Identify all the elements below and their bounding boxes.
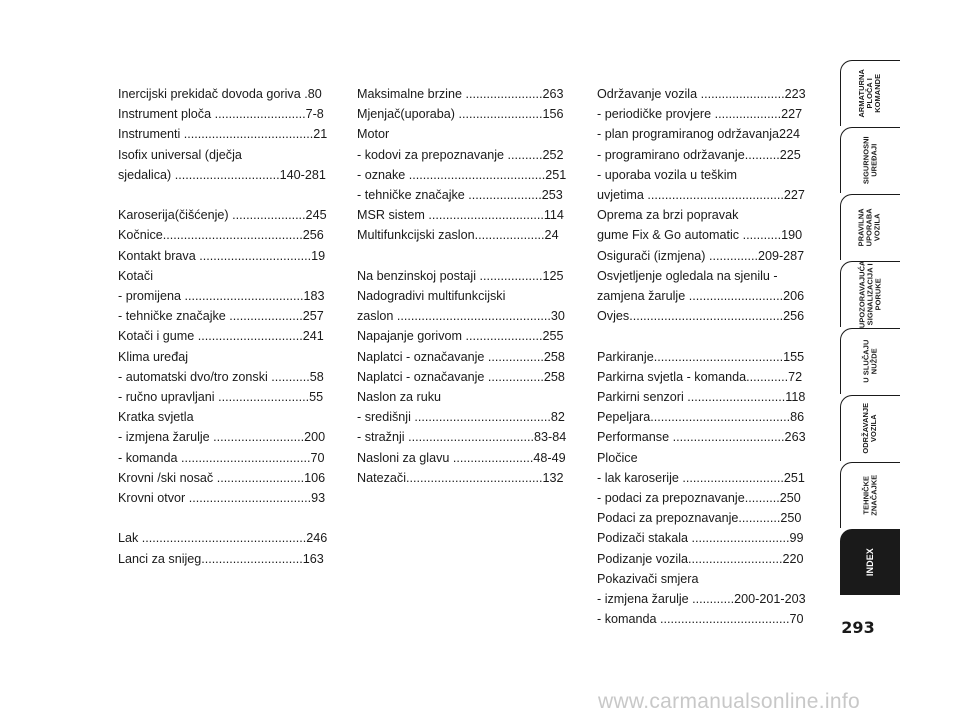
index-entry: - uporaba vozila u teškim [597, 167, 737, 182]
index-entry: - promijena ..................................183 [118, 289, 325, 304]
index-spacer [118, 508, 336, 528]
watermark: www.carmanualsonline.info [598, 690, 860, 713]
index-entry: - podaci za prepoznavanje..........250 [597, 491, 801, 506]
section-tab-label: U SLUČAJU NUŽDE [861, 339, 879, 384]
section-tab[interactable] [840, 328, 900, 394]
section-tab[interactable] [840, 462, 900, 528]
index-entry: Isofix universal (dječja [118, 147, 242, 162]
section-tab-label: UPOZORAVAJUĆA SIGNALIZACIJA I PORUKE [857, 260, 883, 329]
index-entry: - kodovi za prepoznavanje ..........252 [357, 147, 564, 162]
index-entry: - središnji .......................................82 [357, 410, 565, 425]
index-entry: - tehničke značajke .....................257 [118, 309, 324, 324]
index-entry: - lak karoserije .............................251 [597, 470, 805, 485]
index-entry: Na benzinskoj postaji ..................125 [357, 268, 564, 283]
index-entry: - programirano održavanje..........225 [597, 147, 801, 162]
index-entry: Osvjetljenje ogledala na sjenilu - [597, 268, 778, 283]
index-entry: Krovni otvor ...................................93 [118, 491, 326, 506]
index-entry: Oprema za brzi popravak [597, 208, 739, 223]
index-entry: Naplatci - označavanje ................258 [357, 369, 565, 384]
index-entry: Parkirna svjetla - komanda............72 [597, 369, 803, 384]
index-entry: Pokazivači smjera [597, 571, 699, 586]
index-entry: Ovjes............................................256 [597, 309, 805, 324]
section-tab[interactable] [840, 261, 900, 327]
index-entry: Kotači i gume ..............................241 [118, 329, 324, 344]
index-entry: Instrument ploča ..........................7-8 [118, 107, 324, 122]
index-entry: Klima uređaj [118, 349, 188, 364]
section-tab[interactable] [840, 529, 900, 595]
index-entry: - izmjena žarulje ..........................200 [118, 430, 326, 445]
index-entry: - automatski dvo/tro zonski ...........58 [118, 369, 324, 384]
index-entry: Lak ...............................................246 [118, 531, 328, 546]
section-tab-label: ODRŽAVANJE VOZILA [861, 403, 879, 454]
section-tab-rail [840, 60, 900, 655]
index-entry: Podizanje vozila...........................220 [597, 551, 804, 566]
index-entry: Natezači.......................................132 [357, 470, 564, 485]
section-tab-label: PRAVILNA UPORABA VOZILA [857, 208, 883, 247]
index-entry: - periodičke provjere ...................227 [597, 107, 803, 122]
index-entry: Mjenjač(uporaba) ........................156 [357, 107, 564, 122]
index-entry: - ručno upravljani ..........................55 [118, 390, 324, 405]
index-entry: uvjetima .......................................227 [597, 188, 805, 203]
section-tab[interactable] [840, 194, 900, 260]
index-entry: Kočnice........................................256 [118, 228, 324, 243]
index-column-3 [597, 84, 819, 629]
section-tab[interactable] [840, 127, 900, 193]
index-entry: Parkirni senzori ............................118 [597, 390, 806, 405]
index-entry: Naplatci - označavanje ................258 [357, 349, 565, 364]
page-number: 293 [841, 618, 875, 637]
index-spacer [118, 185, 336, 205]
index-entry: MSR sistem .................................114 [357, 208, 564, 223]
index-entry: Motor [357, 127, 390, 142]
index-entry: Podizači stakala ............................99 [597, 531, 804, 546]
index-entry: zaslon ............................................30 [357, 309, 565, 324]
index-entry: sjedalica) ..............................140-281 [118, 167, 326, 182]
index-entry: Instrumenti .....................................21 [118, 127, 328, 142]
section-tab-label: SIGURNOSNI UREĐAJI [861, 136, 879, 185]
index-entry: Održavanje vozila ........................223 [597, 87, 806, 101]
index-entry: Kratka svjetla [118, 410, 194, 425]
index-entry: Pločice [597, 450, 638, 465]
index-entry: Kontakt brava ................................19 [118, 248, 326, 263]
index-entry: Performanse ................................263 [597, 430, 806, 445]
index-entry: Napajanje gorivom ......................255 [357, 329, 564, 344]
section-tab[interactable] [840, 60, 900, 126]
index-entry: Nasloni za glavu .......................48-49 [357, 450, 566, 465]
index-entry: Osigurači (izmjena) ..............209-287 [597, 248, 805, 263]
index-entry: Pepeljara........................................86 [597, 410, 805, 425]
section-tab-label: TEHNIČKE ZNAČAJKE [861, 474, 879, 517]
index-entry: Kotači [118, 268, 154, 283]
index-entry: Karoserija(čišćenje) .....................245 [118, 208, 327, 223]
index-column-2 [357, 84, 577, 488]
index-entry: Lanci za snijeg.............................163 [118, 551, 324, 566]
index-entry: - plan programiranog održavanja224 [597, 127, 801, 142]
index-spacer [597, 326, 819, 346]
index-spacer [357, 246, 577, 266]
index-entry: Krovni /ski nosač .........................106 [118, 470, 326, 485]
section-tab-label: ARMATURNA PLOČA I KOMANDE [857, 69, 883, 118]
index-entry: Maksimalne brzine ......................263 [357, 87, 564, 101]
index-column-1 [118, 84, 336, 569]
index-entry: Podaci za prepoznavanje............250 [597, 511, 802, 526]
index-entry: gume Fix & Go automatic ...........190 [597, 228, 803, 243]
index-entry: Parkiranje.....................................155 [597, 349, 805, 364]
section-tab-label: INDEX [865, 548, 876, 577]
index-entry: Naslon za ruku [357, 390, 441, 405]
index-entry: - tehničke značajke .....................253 [357, 188, 563, 203]
index-entry: - komanda .....................................70 [118, 450, 325, 465]
index-entry: Nadogradivi multifunkcijski [357, 289, 506, 304]
index-entry: - izmjena žarulje ............200-201-203 [597, 592, 806, 607]
section-tab[interactable] [840, 395, 900, 461]
index-entry: zamjena žarulje ...........................206 [597, 289, 805, 304]
index-entry: - oznake .......................................251 [357, 167, 567, 182]
index-entry: Multifunkcijski zaslon....................24 [357, 228, 559, 243]
index-entry: - komanda .....................................70 [597, 612, 804, 627]
index-entry: - stražnji ....................................83-84 [357, 430, 567, 445]
index-entry: Inercijski prekidač dovoda goriva .80 [118, 87, 322, 101]
